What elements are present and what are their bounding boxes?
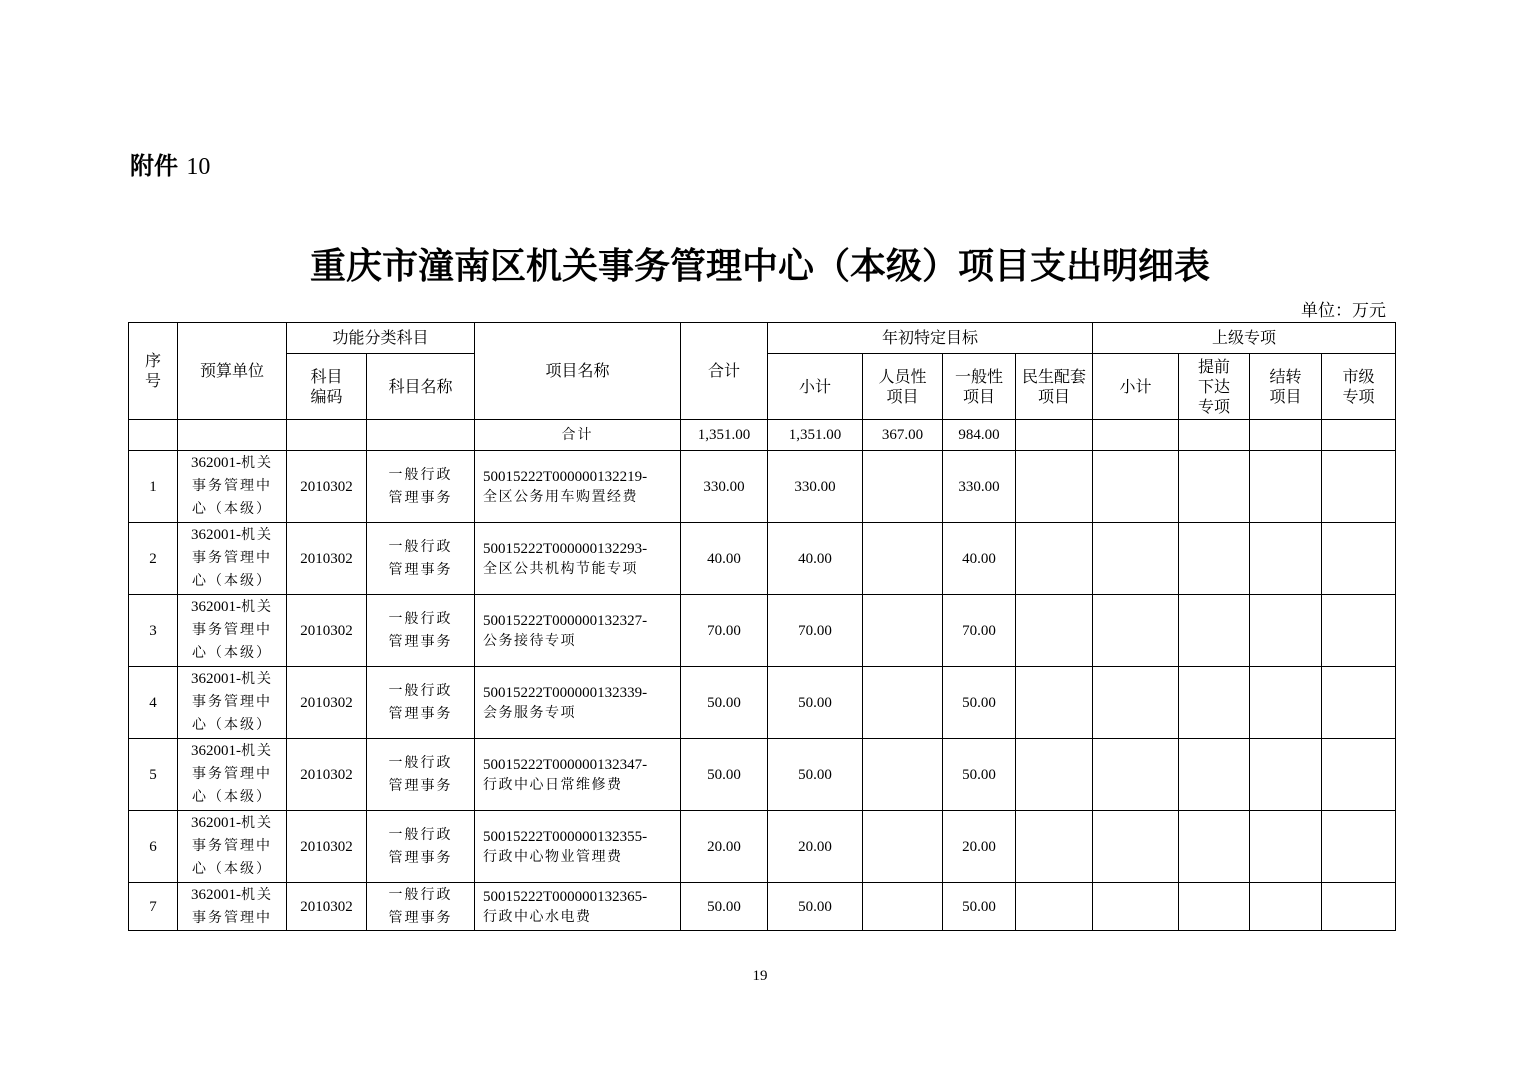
header-subject-name: 科目名称: [367, 354, 475, 420]
total-label: 合计: [475, 420, 681, 451]
header-city-level: 市级专项: [1322, 354, 1396, 420]
row-livelihood: [1016, 451, 1093, 523]
row-general: 50.00: [943, 883, 1016, 931]
row-superior-subtotal: [1093, 883, 1179, 931]
row-superior-subtotal: [1093, 451, 1179, 523]
row-advance: [1179, 667, 1250, 739]
row-carryover: [1250, 883, 1322, 931]
row-superior-subtotal: [1093, 523, 1179, 595]
row-total: 50.00: [681, 739, 768, 811]
row-subject-code: 2010302: [287, 739, 367, 811]
row-subtotal: 70.00: [768, 595, 863, 667]
page-title: 重庆市潼南区机关事务管理中心（本级）项目支出明细表: [309, 245, 1210, 287]
row-personnel: [863, 451, 943, 523]
page-number: 19: [752, 968, 768, 984]
row-project-name: 50015222T000000132219- 全区公务用车购置经费: [475, 451, 681, 523]
row-subject-code: 2010302: [287, 811, 367, 883]
row-seq: 3: [129, 595, 178, 667]
row-project-name: 50015222T000000132327- 公务接待专项: [475, 595, 681, 667]
table-row: [129, 595, 1396, 667]
row-city-level: [1322, 451, 1396, 523]
row-subtotal: 50.00: [768, 883, 863, 931]
row-total: 40.00: [681, 523, 768, 595]
table-row: [129, 811, 1396, 883]
total-row: [129, 420, 1396, 451]
header-general: 一般性项目: [943, 354, 1016, 420]
row-subject-name: 一般行政 管理事务: [367, 883, 475, 931]
row-advance: [1179, 523, 1250, 595]
row-project-name: 50015222T000000132293- 全区公共机构节能专项: [475, 523, 681, 595]
total-personnel: 367.00: [863, 420, 943, 451]
header-superior-special: 上级专项: [1093, 323, 1396, 354]
row-livelihood: [1016, 739, 1093, 811]
row-subject-code: 2010302: [287, 595, 367, 667]
project-expenditure-table: [128, 322, 1396, 931]
header-livelihood: 民生配套项目: [1016, 354, 1093, 420]
row-personnel: [863, 739, 943, 811]
table-row: [129, 739, 1396, 811]
table-row: [129, 667, 1396, 739]
attachment-word: 附件: [130, 151, 178, 180]
row-general: 20.00: [943, 811, 1016, 883]
row-subtotal: 50.00: [768, 739, 863, 811]
row-general: 330.00: [943, 451, 1016, 523]
header-personnel: 人员性项目: [863, 354, 943, 420]
row-subject-code: 2010302: [287, 667, 367, 739]
row-subtotal: 330.00: [768, 451, 863, 523]
row-livelihood: [1016, 595, 1093, 667]
row-city-level: [1322, 811, 1396, 883]
row-personnel: [863, 811, 943, 883]
row-city-level: [1322, 667, 1396, 739]
row-budget-unit: 362001-机关 事务管理中 心（本级）: [178, 739, 287, 811]
table-row: [129, 883, 1396, 931]
row-livelihood: [1016, 667, 1093, 739]
row-general: 70.00: [943, 595, 1016, 667]
header-func-class: 功能分类科目: [287, 323, 475, 354]
row-project-name: 50015222T000000132347- 行政中心日常维修费: [475, 739, 681, 811]
header-subject-code: 科目编码: [287, 354, 367, 420]
row-city-level: [1322, 595, 1396, 667]
row-budget-unit: 362001-机关 事务管理中 心（本级）: [178, 811, 287, 883]
header-advance: 提前下达专项: [1179, 354, 1250, 420]
header-annual-target: 年初特定目标: [768, 323, 1093, 354]
row-carryover: [1250, 451, 1322, 523]
header-carryover: 结转项目: [1250, 354, 1322, 420]
row-seq: 1: [129, 451, 178, 523]
attachment-number: 10: [186, 154, 211, 180]
row-general: 40.00: [943, 523, 1016, 595]
total-subtotal: 1,351.00: [768, 420, 863, 451]
row-subject-name: 一般行政 管理事务: [367, 667, 475, 739]
header-annual-subtotal: 小计: [768, 354, 863, 420]
row-subtotal: 20.00: [768, 811, 863, 883]
row-superior-subtotal: [1093, 595, 1179, 667]
header-total: 合计: [681, 323, 768, 420]
row-subject-code: 2010302: [287, 451, 367, 523]
row-seq: 2: [129, 523, 178, 595]
row-seq: 4: [129, 667, 178, 739]
row-city-level: [1322, 523, 1396, 595]
row-livelihood: [1016, 811, 1093, 883]
row-advance: [1179, 739, 1250, 811]
row-subject-name: 一般行政 管理事务: [367, 811, 475, 883]
row-budget-unit: 362001-机关 事务管理中 心（本级）: [178, 667, 287, 739]
row-personnel: [863, 523, 943, 595]
row-subject-code: 2010302: [287, 523, 367, 595]
row-seq: 7: [129, 883, 178, 931]
row-subtotal: 40.00: [768, 523, 863, 595]
row-project-name: 50015222T000000132339- 会务服务专项: [475, 667, 681, 739]
row-budget-unit: 362001-机关 事务管理中 心（本级）: [178, 451, 287, 523]
row-project-name: 50015222T000000132355- 行政中心物业管理费: [475, 811, 681, 883]
header-seq: 序号: [129, 323, 178, 420]
row-city-level: [1322, 739, 1396, 811]
row-subtotal: 50.00: [768, 667, 863, 739]
row-personnel: [863, 667, 943, 739]
row-total: 20.00: [681, 811, 768, 883]
row-carryover: [1250, 811, 1322, 883]
row-general: 50.00: [943, 667, 1016, 739]
row-budget-unit: 362001-机关 事务管理中: [178, 883, 287, 931]
row-general: 50.00: [943, 739, 1016, 811]
total-total: 1,351.00: [681, 420, 768, 451]
row-carryover: [1250, 523, 1322, 595]
row-budget-unit: 362001-机关 事务管理中 心（本级）: [178, 523, 287, 595]
row-advance: [1179, 451, 1250, 523]
row-advance: [1179, 595, 1250, 667]
row-seq: 6: [129, 811, 178, 883]
row-subject-name: 一般行政 管理事务: [367, 595, 475, 667]
row-superior-subtotal: [1093, 739, 1179, 811]
total-general: 984.00: [943, 420, 1016, 451]
row-total: 50.00: [681, 667, 768, 739]
unit-label: 单位：万元: [1301, 301, 1386, 321]
row-budget-unit: 362001-机关 事务管理中 心（本级）: [178, 595, 287, 667]
header-budget-unit: 预算单位: [178, 323, 287, 420]
row-project-name: 50015222T000000132365- 行政中心水电费: [475, 883, 681, 931]
row-livelihood: [1016, 883, 1093, 931]
row-carryover: [1250, 595, 1322, 667]
row-personnel: [863, 883, 943, 931]
table-row: [129, 451, 1396, 523]
table-row: [129, 523, 1396, 595]
row-seq: 5: [129, 739, 178, 811]
row-personnel: [863, 595, 943, 667]
row-city-level: [1322, 883, 1396, 931]
row-total: 50.00: [681, 883, 768, 931]
row-subject-name: 一般行政 管理事务: [367, 451, 475, 523]
row-advance: [1179, 811, 1250, 883]
row-total: 330.00: [681, 451, 768, 523]
row-subject-name: 一般行政 管理事务: [367, 739, 475, 811]
row-subject-code: 2010302: [287, 883, 367, 931]
row-advance: [1179, 883, 1250, 931]
row-carryover: [1250, 739, 1322, 811]
row-superior-subtotal: [1093, 811, 1179, 883]
row-total: 70.00: [681, 595, 768, 667]
attachment-label: [130, 146, 210, 181]
header-superior-subtotal: 小计: [1093, 354, 1179, 420]
row-livelihood: [1016, 523, 1093, 595]
row-subject-name: 一般行政 管理事务: [367, 523, 475, 595]
row-superior-subtotal: [1093, 667, 1179, 739]
row-carryover: [1250, 667, 1322, 739]
header-project-name: 项目名称: [475, 323, 681, 420]
